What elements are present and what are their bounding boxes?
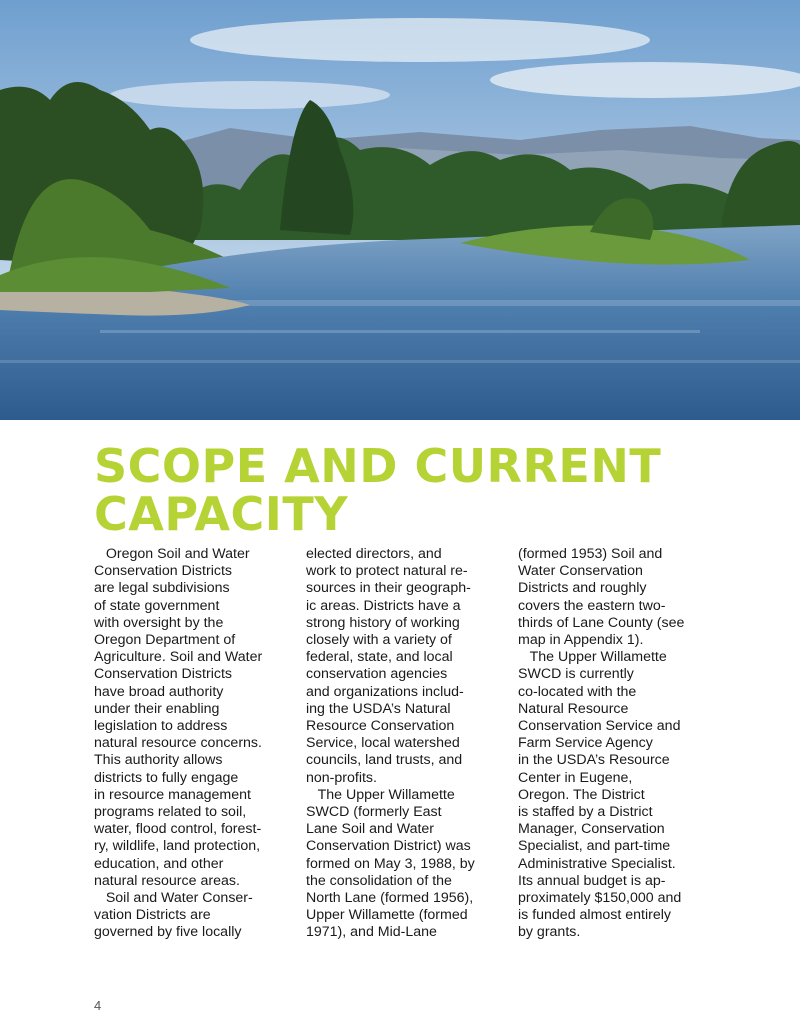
- text-line: co-located with the: [518, 683, 637, 700]
- text-line: Oregon. The District: [518, 786, 645, 803]
- text-line: Soil and Water Conser-: [94, 890, 253, 907]
- page-title: [94, 439, 714, 541]
- text-line: (formed 1953) Soil and: [518, 546, 663, 562]
- text-line: The Upper Willamette: [306, 786, 455, 803]
- text-line: non-profits.: [306, 769, 377, 786]
- text-line: Administrative Specialist.: [518, 855, 676, 872]
- text-line: Conservation Districts: [94, 666, 232, 683]
- text-line: natural resource areas.: [94, 872, 240, 889]
- text-line: Farm Service Agency: [518, 735, 653, 752]
- text-line: strong history of working: [306, 614, 460, 631]
- text-line: Resource Conservation: [306, 718, 455, 735]
- text-line: Its annual budget is ap-: [518, 872, 666, 889]
- text-line: work to protect natural re-: [306, 563, 468, 580]
- text-line: Water Conservation: [518, 563, 643, 580]
- text-line: in resource management: [94, 786, 251, 803]
- river-landscape-photo: [0, 0, 800, 420]
- text-line: is funded almost entirely: [518, 907, 671, 924]
- text-line: water, flood control, forest-: [94, 821, 262, 838]
- text-line: is staffed by a District: [518, 804, 653, 821]
- text-line: with oversight by the: [94, 614, 224, 631]
- text-line: governed by five locally: [94, 924, 242, 941]
- title-line-2: CAPACITY: [94, 487, 349, 541]
- text-line: natural resource concerns.: [94, 735, 262, 752]
- text-line: and organizations includ-: [306, 683, 464, 700]
- text-line: Service, local watershed: [306, 735, 460, 752]
- text-line: 1971), and Mid-Lane: [306, 924, 437, 941]
- text-line: programs related to soil,: [94, 804, 247, 821]
- text-line: proximately $150,000 and: [518, 890, 682, 907]
- page-number: 4: [94, 998, 102, 1013]
- text-line: in the USDA’s Resource: [518, 752, 670, 769]
- text-line: councils, land trusts, and: [306, 752, 463, 769]
- text-line: thirds of Lane County (see: [518, 614, 685, 631]
- text-line: are legal subdivisions: [94, 580, 230, 597]
- text-column-3: [518, 546, 708, 942]
- text-line: legislation to address: [94, 718, 228, 735]
- title-line-1: SCOPE AND CURRENT: [94, 439, 662, 493]
- text-line: Natural Resource: [518, 700, 629, 717]
- text-line: have broad authority: [94, 683, 224, 700]
- text-line: Manager, Conservation: [518, 821, 665, 838]
- text-line: SWCD is currently: [518, 666, 634, 683]
- text-line: North Lane (formed 1956),: [306, 890, 474, 907]
- text-line: vation Districts are: [94, 907, 211, 924]
- text-line: Conservation Districts: [94, 563, 232, 580]
- text-column-2: [306, 546, 496, 942]
- text-line: closely with a variety of: [306, 632, 452, 649]
- text-line: ry, wildlife, land protection,: [94, 838, 261, 855]
- text-line: Agriculture. Soil and Water: [94, 649, 263, 666]
- text-line: SWCD (formerly East: [306, 804, 442, 821]
- text-line: Center in Eugene,: [518, 769, 633, 786]
- text-line: sources in their geograph-: [306, 580, 471, 597]
- text-line: education, and other: [94, 855, 224, 872]
- text-line: elected directors, and: [306, 546, 442, 562]
- text-line: covers the eastern two-: [518, 597, 666, 614]
- text-column-1: [94, 546, 284, 942]
- text-line: formed on May 3, 1988, by: [306, 855, 475, 872]
- text-line: map in Appendix 1).: [518, 632, 644, 649]
- text-line: conservation agencies: [306, 666, 448, 683]
- text-line: federal, state, and local: [306, 649, 453, 666]
- text-line: The Upper Willamette: [518, 649, 667, 666]
- text-line: Oregon Soil and Water: [94, 546, 250, 562]
- text-line: ing the USDA’s Natural: [306, 700, 451, 717]
- text-line: Districts and roughly: [518, 580, 647, 597]
- text-line: the consolidation of the: [306, 872, 452, 889]
- text-line: by grants.: [518, 924, 581, 941]
- text-line: This authority allows: [94, 752, 223, 769]
- text-line: Conservation District) was: [306, 838, 471, 855]
- text-line: ic areas. Districts have a: [306, 597, 461, 614]
- text-line: Lane Soil and Water: [306, 821, 435, 838]
- text-line: under their enabling: [94, 700, 220, 717]
- text-line: Upper Willamette (formed: [306, 907, 468, 924]
- text-line: Conservation Service and: [518, 718, 681, 735]
- text-line: Oregon Department of: [94, 632, 236, 649]
- text-line: Specialist, and part-time: [518, 838, 671, 855]
- text-line: of state government: [94, 597, 220, 614]
- text-line: districts to fully engage: [94, 769, 239, 786]
